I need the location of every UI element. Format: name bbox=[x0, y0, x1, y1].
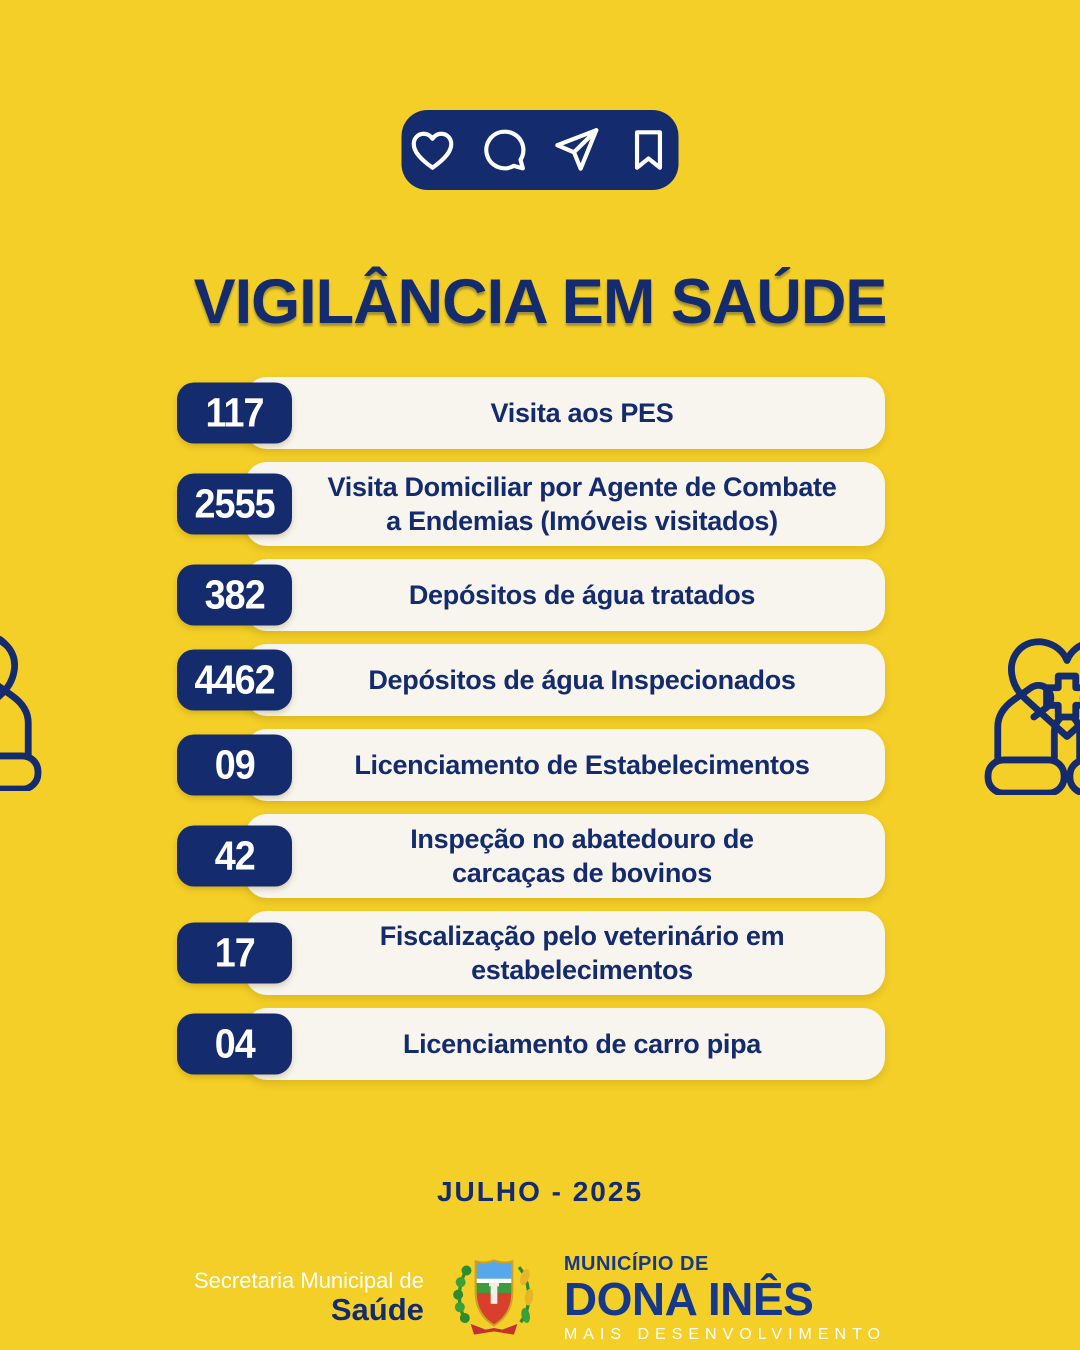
municipality-small-label: MUNICÍPIO DE bbox=[563, 1252, 709, 1275]
stat-label: Inspeção no abatedouro de carcaças de bovinos bbox=[410, 824, 754, 888]
stat-value: 04 bbox=[214, 1020, 255, 1067]
stat-value: 09 bbox=[214, 741, 255, 788]
stat-row-visita-domiciliar bbox=[177, 462, 885, 546]
municipality-tagline: MAIS DESENVOLVIMENTO bbox=[563, 1325, 887, 1343]
hands-heart-icon-left bbox=[0, 596, 64, 796]
hands-heart-icon-right bbox=[962, 600, 1080, 800]
stat-value: 117 bbox=[205, 389, 264, 436]
stat-value-badge bbox=[177, 923, 292, 984]
like-icon bbox=[407, 125, 457, 175]
stat-row-depositos-tratados bbox=[177, 559, 885, 631]
stat-label: Depósitos de água Inspecionados bbox=[368, 665, 796, 695]
stat-value-badge bbox=[177, 826, 292, 887]
stat-label: Depósitos de água tratados bbox=[408, 580, 756, 610]
stat-value-badge bbox=[177, 1014, 292, 1075]
stat-row-depositos-inspecionados bbox=[177, 644, 885, 716]
footer bbox=[0, 1248, 1080, 1348]
stat-label: Visita aos PES bbox=[490, 398, 674, 428]
stat-label: Visita Domiciliar por Agente de Combate a Endemias (Imóveis visitados) bbox=[327, 472, 837, 536]
secretariat-wordmark bbox=[194, 1269, 424, 1327]
secretariat-line2: Saúde bbox=[330, 1292, 424, 1328]
stat-card bbox=[245, 729, 885, 801]
period-label: JULHO - 2025 bbox=[436, 1176, 644, 1207]
secretariat-line1: Secretaria Municipal de bbox=[193, 1267, 424, 1293]
stat-card bbox=[245, 377, 885, 449]
stat-value-badge bbox=[177, 565, 292, 626]
stat-value: 382 bbox=[204, 571, 265, 618]
stat-card bbox=[245, 559, 885, 631]
stat-value: 42 bbox=[214, 832, 255, 879]
stat-label: Licenciamento de Estabelecimentos bbox=[354, 750, 810, 780]
stat-row-inspecao-abatedouro bbox=[177, 814, 885, 898]
municipal-crest bbox=[444, 1248, 544, 1348]
municipality-name: DONA INÊS bbox=[563, 1272, 814, 1325]
stat-value-badge bbox=[177, 650, 292, 711]
stat-card bbox=[245, 644, 885, 716]
stat-card bbox=[245, 911, 885, 995]
stat-label: Licenciamento de carro pipa bbox=[402, 1029, 761, 1059]
stat-value: 4462 bbox=[194, 656, 275, 703]
stat-card bbox=[245, 814, 885, 898]
stats-list bbox=[177, 377, 885, 1080]
stat-value-badge bbox=[177, 735, 292, 796]
stat-row-fiscalizacao-veterinario bbox=[177, 911, 885, 995]
municipality-wordmark bbox=[564, 1254, 886, 1343]
stat-card bbox=[245, 462, 885, 546]
stat-value-badge bbox=[177, 383, 292, 444]
stat-value: 2555 bbox=[194, 480, 275, 527]
stat-value-badge bbox=[177, 474, 292, 535]
stat-row-visita-pes bbox=[177, 377, 885, 449]
bookmark-icon bbox=[623, 125, 673, 175]
comment-icon bbox=[479, 125, 529, 175]
social-actions-pill bbox=[402, 110, 679, 190]
stat-value: 17 bbox=[214, 929, 255, 976]
stat-row-licenciamento-carro-pipa bbox=[177, 1008, 885, 1080]
page-title: VIGILÂNCIA EM SAÚDE bbox=[193, 267, 887, 337]
stat-card bbox=[245, 1008, 885, 1080]
stat-label: Fiscalização pelo veterinário em estabelecimentos bbox=[379, 921, 785, 985]
share-icon bbox=[551, 125, 601, 175]
stat-row-licenciamento-estabelecimentos bbox=[177, 729, 885, 801]
